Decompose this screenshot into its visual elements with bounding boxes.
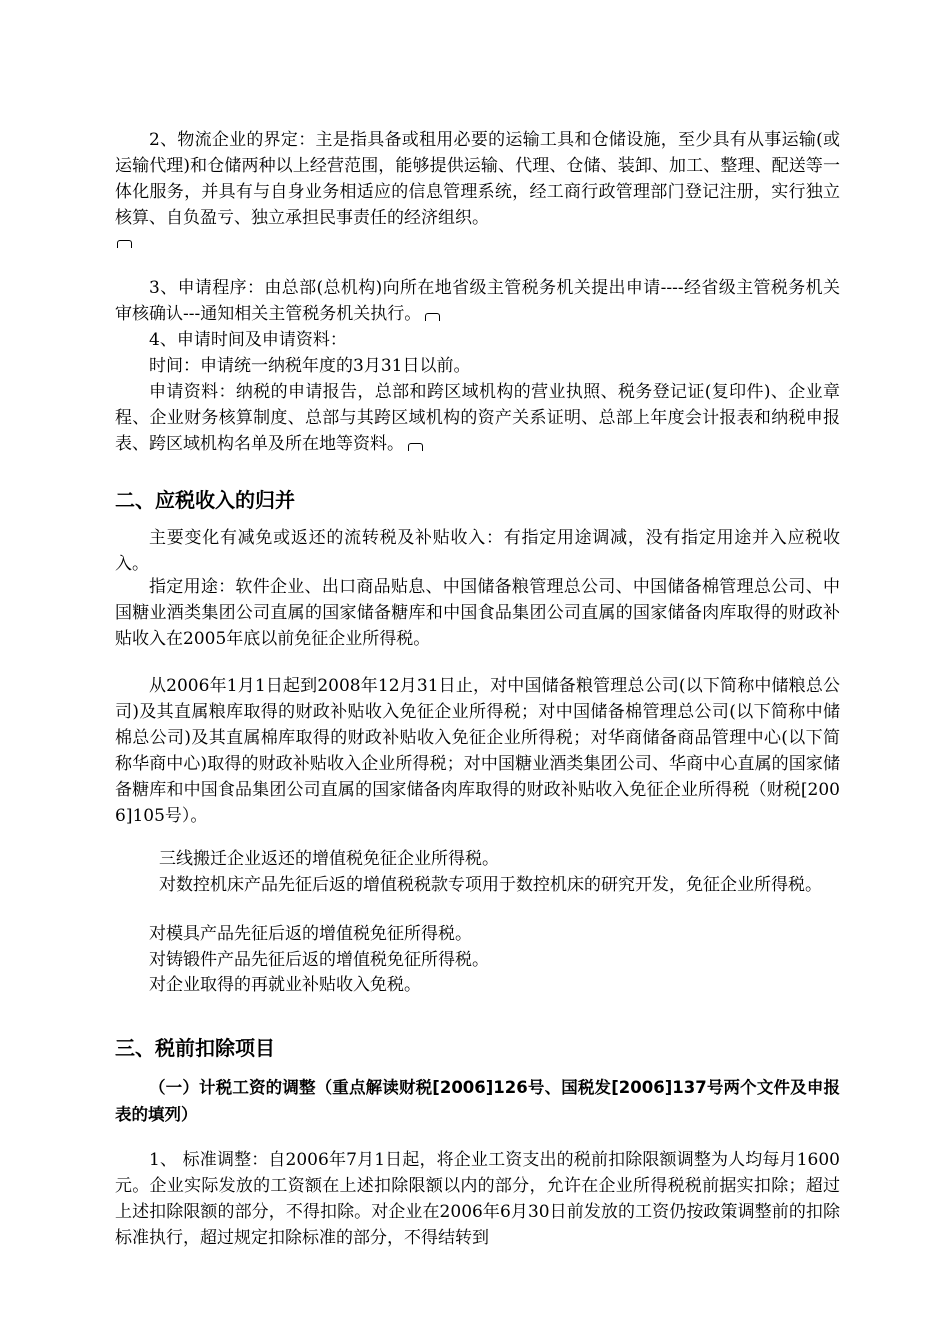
- paragraph-text: 对铸锻件产品先征后返的增值税免征所得税。: [149, 950, 489, 970]
- paragraph-text: 申请资料：纳税的申请报告，总部和跨区域机构的营业执照、税务登记证(复印件)、企业章程、企业财务核算制度、总部与其跨区域机构的资产关系证明、总部上年度会计报表和纳税申报表、跨区域机构名单及所在地等资料。: [115, 382, 840, 454]
- paragraph-relocation: [115, 846, 840, 872]
- paragraph-mark-icon: [408, 443, 423, 451]
- paragraph-reemployment-subsidy: [115, 972, 840, 998]
- paragraph-text: 主要变化有减免或返还的流转税及补贴收入：有指定用途调减，没有指定用途并入应税收入。: [115, 528, 840, 574]
- paragraph-main-changes: [115, 525, 840, 577]
- paragraph-text: 对数控机床产品先征后返的增值税税款专项用于数控机床的研究开发，免征企业所得税。: [159, 875, 822, 895]
- paragraph-2006-2008-subsidy: [115, 673, 840, 829]
- paragraph-application-time: [115, 353, 840, 379]
- paragraph-cnc-machine: [115, 872, 840, 898]
- paragraph-mold-products: [115, 921, 840, 947]
- paragraph-application-time-heading: [115, 327, 840, 353]
- paragraph-text: 4、申请时间及申请资料：: [149, 330, 347, 350]
- paragraph-forging-products: [115, 947, 840, 973]
- paragraph-text: 从2006年1月1日起到2008年12月31日止，对中国储备粮管理总公司(以下简称中储粮总公司)及其直属粮库取得的财政补贴收入免征企业所得税；对中国储备棉管理总公司(以下简称中储棉总公司)及其直属棉库取得的财政补贴收入免征企业所得税；对华商储备商品管理中心(以下简称华商中心)取得的财政补贴收入企业所得税；对中国糖业酒类集团公司、华商中心直属的国家储备糖库和中国食品集团公司直属的国家储备肉库取得的财政补贴收入免征企业所得税（财税[2006]105号）。: [115, 676, 840, 826]
- paragraph-text: 指定用途：软件企业、出口商品贴息、中国储备粮管理总公司、中国储备棉管理总公司、中国糖业酒类集团公司直属的国家储备糖库和中国食品集团公司直属的国家储备肉库取得的财政补贴收入在2005年底以前免征企业所得税。: [115, 577, 840, 649]
- section-heading-3: 三、税前扣除项目: [115, 1036, 275, 1060]
- subsection-heading-3-1: （一）计税工资的调整（重点解读财税[2006]126号、国税发[2006]137号两个文件及申报表的填列）: [115, 1078, 840, 1124]
- paragraph-text: 对模具产品先征后返的增值税免征所得税。: [149, 924, 472, 944]
- paragraph-text: 1、 标准调整：自2006年7月1日起，将企业工资支出的税前扣除限额调整为人均每月1600元。企业实际发放的工资额在上述扣除限额以内的部分，允许在企业所得税税前据实扣除；超过上述扣除限额的部分，不得扣除。对企业在2006年6月30日前发放的工资仍按政策调整前的扣除标准执行，超过规定扣除标准的部分，不得结转到: [115, 1150, 840, 1248]
- paragraph-application-procedure: [115, 275, 840, 327]
- paragraph-application-materials: [115, 379, 840, 457]
- paragraph-text: 3、申请程序：由总部(总机构)向所在地省级主管税务机关提出申请----经省级主管税务机关审核确认---通知相关主管税务机关执行。: [115, 278, 840, 324]
- paragraph-designated-use: [115, 574, 840, 652]
- paragraph-text: 三线搬迁企业返还的增值税免征企业所得税。: [159, 849, 499, 869]
- paragraph-mark-icon: [117, 240, 132, 248]
- paragraph-standard-adjustment: [115, 1147, 840, 1251]
- paragraph-logistics-definition: [115, 127, 840, 231]
- section-heading-2: 二、应税收入的归并: [115, 488, 295, 512]
- paragraph-mark-icon: [425, 313, 440, 321]
- paragraph-text: 2、物流企业的界定：主是指具备或租用必要的运输工具和仓储设施，至少具有从事运输(或运输代理)和仓储两种以上经营范围，能够提供运输、代理、仓储、装卸、加工、整理、配送等一体化服务，并具有与自身业务相适应的信息管理系统，经工商行政管理部门登记注册，实行独立核算、自负盈亏、独立承担民事责任的经济组织。: [115, 130, 840, 228]
- paragraph-text: 时间：申请统一纳税年度的3月31日以前。: [149, 356, 471, 376]
- paragraph-text: 对企业取得的再就业补贴收入免税。: [149, 975, 421, 995]
